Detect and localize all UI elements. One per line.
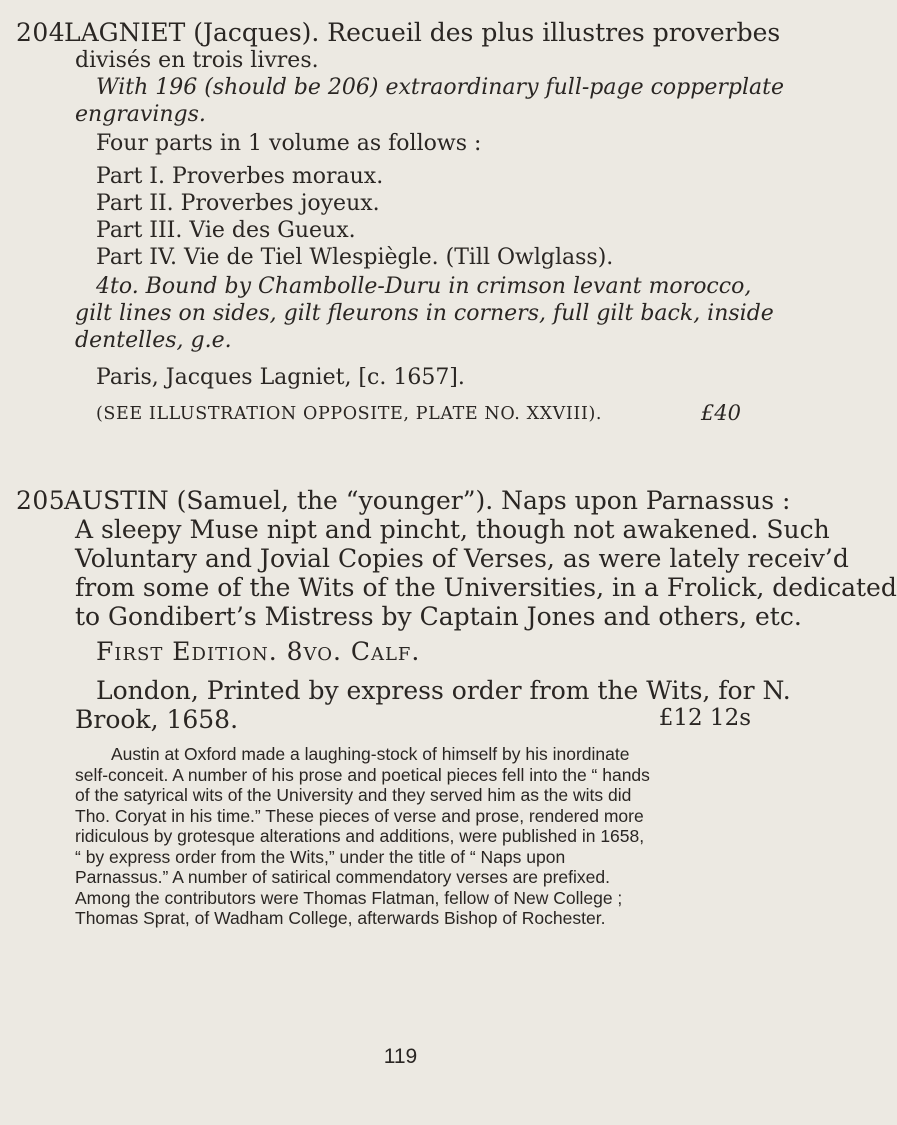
entry-part: Part I. Proverbes moraux. (96, 164, 384, 189)
note-line: Tho. Coryat in his time.” These pieces of verse and prose, rendered more (75, 805, 644, 826)
entry-number: 205 (16, 486, 66, 515)
entry-number: 204 (16, 18, 66, 47)
entry-text: With 196 (should be 206) extraordinary full-page copperplate (96, 75, 784, 100)
entry-note (75, 744, 781, 929)
note-line: ridiculous by grotesque alterations and additions, were published in 1658, (75, 826, 645, 846)
note-line: Thomas Sprat, of Wadham College, afterwards Bishop of Rochester. (75, 908, 606, 928)
entry-part: Part II. Proverbes joyeux. (96, 191, 380, 216)
entry-text: divisés en trois livres. (75, 48, 319, 73)
entry-edition: First Edition. 8vo. Calf. (96, 637, 421, 666)
entry-text: to Gondibert’s Mistress by Captain Jones and others, etc. (75, 602, 802, 631)
note-line: Austin at Oxford made a laughing-stock of himself by his inordinate (111, 744, 630, 764)
entry-title: AUSTIN (Samuel, the “younger”). Naps upon Parnassus : (64, 486, 791, 515)
note-line: Among the contributors were Thomas Flatman, fellow of New College ; (75, 887, 623, 908)
entry-price: £12 12s (658, 705, 751, 731)
note-line: of the satyrical wits of the University and they served him as the wits did (75, 785, 632, 805)
note-line: self-conceit. A number of his prose and poetical pieces fell into the “ hands (75, 764, 650, 785)
entry-imprint: Brook, 1658. (75, 705, 239, 734)
entry-part: Part III. Vie des Gueux. (96, 218, 356, 243)
entry-text: Four parts in 1 volume as follows : (96, 131, 482, 156)
illustration-reference: (SEE ILLUSTRATION OPPOSITE, PLATE NO. XXVIII). (96, 404, 603, 424)
entry-imprint: London, Printed by express order from the Wits, for N. (96, 676, 791, 705)
entry-part: Part IV. Vie de Tiel Wlespiègle. (Till Owlglass). (96, 245, 614, 270)
entry-title: LAGNIET (Jacques). Recueil des plus illustres proverbes (64, 18, 781, 47)
entry-text: A sleepy Muse nipt and pincht, though not awakened. Such (75, 515, 830, 544)
page-number: 119 (383, 1045, 418, 1068)
entry-text: engravings. (75, 102, 206, 127)
entry-imprint: Paris, Jacques Lagniet, [c. 1657]. (96, 365, 465, 390)
entry-binding: 4to. Bound by Chambolle-Duru in crimson levant morocco, (96, 274, 752, 299)
note-line: Parnassus.” A number of satirical commendatory verses are prefixed. (75, 867, 610, 887)
entry-body (64, 18, 784, 428)
entry-text: from some of the Wits of the Universities, in a Frolick, dedicated (75, 573, 897, 602)
entry-binding: gilt lines on sides, gilt fleurons in corners, full gilt back, inside (75, 301, 774, 326)
entry-binding: dentelles, g.e. (75, 328, 232, 353)
entry-text: Voluntary and Jovial Copies of Verses, as were lately receiv’d (75, 544, 849, 573)
entry-price: £40 (700, 401, 741, 425)
note-line: “ by express order from the Wits,” under the title of “ Naps upon (75, 846, 566, 867)
entry-body (64, 486, 897, 929)
